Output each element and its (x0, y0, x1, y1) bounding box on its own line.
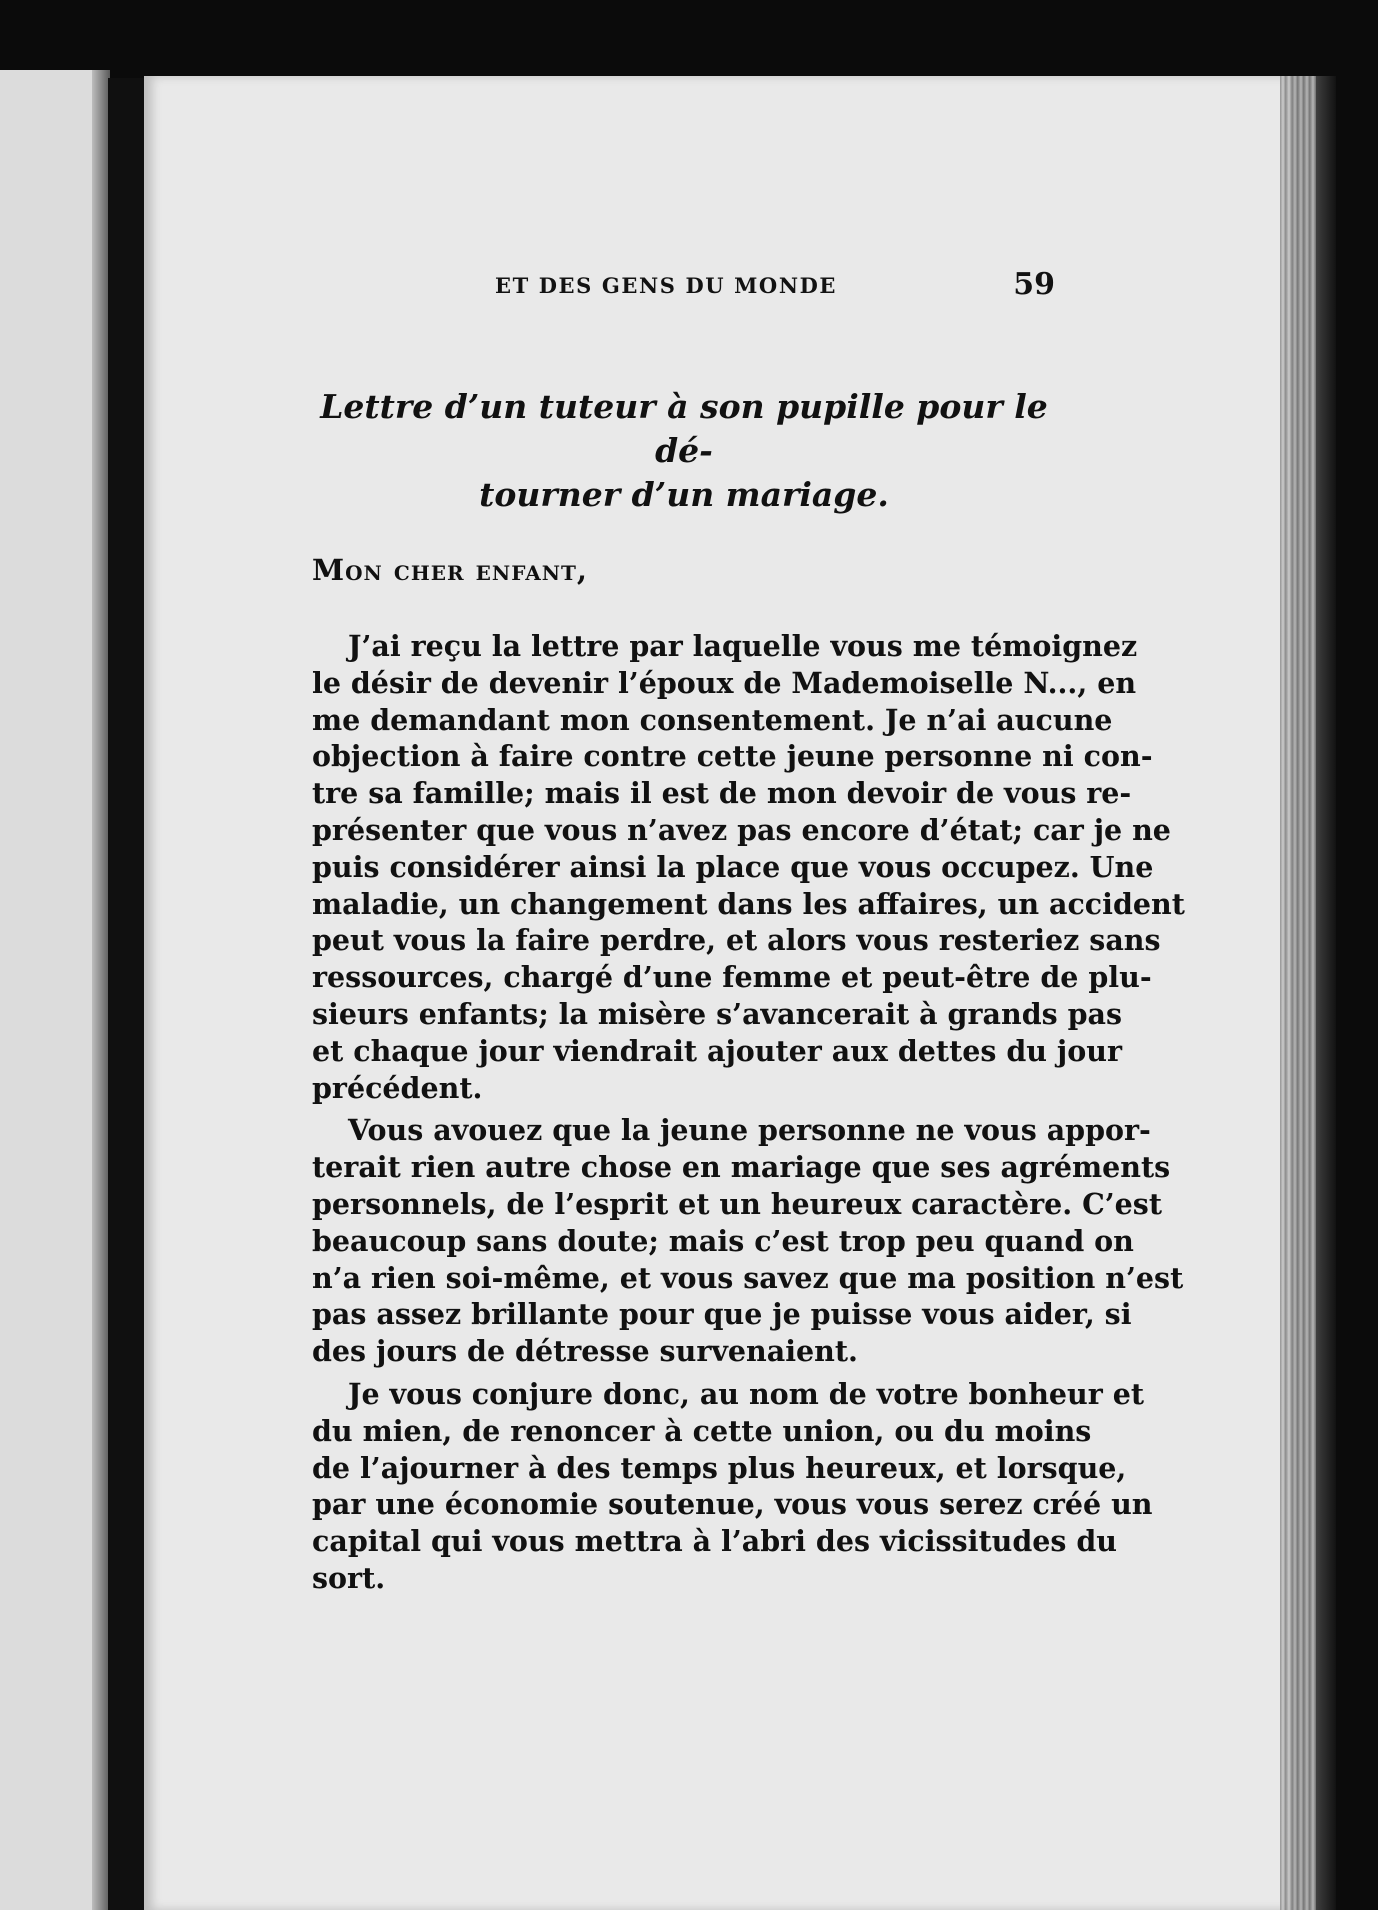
text-line: peut vous la faire perdre, et alors vous resteriez sans (312, 923, 1161, 958)
text-line: n’a rien soi-même, et vous savez que ma position n’est (312, 1260, 1184, 1295)
text-line: et chaque jour viendrait ajouter aux dettes du jour (312, 1033, 1122, 1068)
text-line: précédent. (312, 1070, 483, 1105)
text-line: beaucoup sans doute; mais c’est trop peu quand on (312, 1223, 1134, 1258)
paragraph-1 (312, 628, 1185, 1106)
text-line: des jours de détresse survenaient. (312, 1334, 858, 1369)
title-line: tourner d’un mariage. (479, 475, 889, 514)
text-line: capital qui vous mettra à l’abri des vicissitudes du (312, 1524, 1117, 1559)
text-line: Je vous conjure donc, au nom de votre bonheur et (348, 1376, 1145, 1411)
text-line: le désir de devenir l’époux de Mademoiselle N..., en (312, 665, 1137, 700)
page-number: 59 (1013, 267, 1055, 302)
page-right-shadow (1316, 76, 1336, 1910)
text-line: sort. (312, 1560, 386, 1595)
salutation: Mon cher enfant, (312, 553, 589, 587)
page-right-edge (1280, 76, 1316, 1910)
text-line: objection à faire contre cette jeune personne ni con- (312, 739, 1153, 774)
text-line: personnels, de l’esprit et un heureux caractère. C’est (312, 1186, 1163, 1221)
paragraph-3 (312, 1376, 1153, 1597)
text-line: de l’ajourner à des temps plus heureux, et lorsque, (312, 1450, 1127, 1485)
running-head: ET DES GENS DU MONDE (495, 273, 838, 298)
page-content (312, 385, 1185, 1603)
text-line: sieurs enfants; la misère s’avancerait à grands pas (312, 996, 1123, 1031)
text-line: présenter que vous n’avez pas encore d’état; car je ne (312, 812, 1171, 847)
text-line: puis considérer ainsi la place que vous occupez. Une (312, 849, 1154, 884)
text-line: du mien, de renoncer à cette union, ou du moins (312, 1413, 1092, 1448)
paragraph-2 (312, 1112, 1184, 1370)
book-binding (108, 78, 144, 1910)
text-line: maladie, un changement dans les affaires, un accident (312, 886, 1185, 921)
text-line: me demandant mon consentement. Je n’ai aucune (312, 702, 1113, 737)
text-line: J’ai reçu la lettre par laquelle vous me témoignez (348, 629, 1138, 663)
title-line: Lettre d’un tuteur à son pupille pour le dé- (320, 387, 1048, 470)
letter-title (312, 385, 1056, 517)
text-line: pas assez brillante pour que je puisse vous aider, si (312, 1297, 1132, 1332)
text-line: terait rien autre chose en mariage que ses agréments (312, 1150, 1171, 1185)
text-line: par une économie soutenue, vous vous serez créé un (312, 1487, 1153, 1522)
text-line: tre sa famille; mais il est de mon devoir de vous re- (312, 776, 1132, 811)
page-header (495, 267, 1055, 309)
text-line: ressources, chargé d’une femme et peut-être de plu- (312, 960, 1152, 995)
text-line: Vous avouez que la jeune personne ne vous appor- (348, 1113, 1151, 1148)
